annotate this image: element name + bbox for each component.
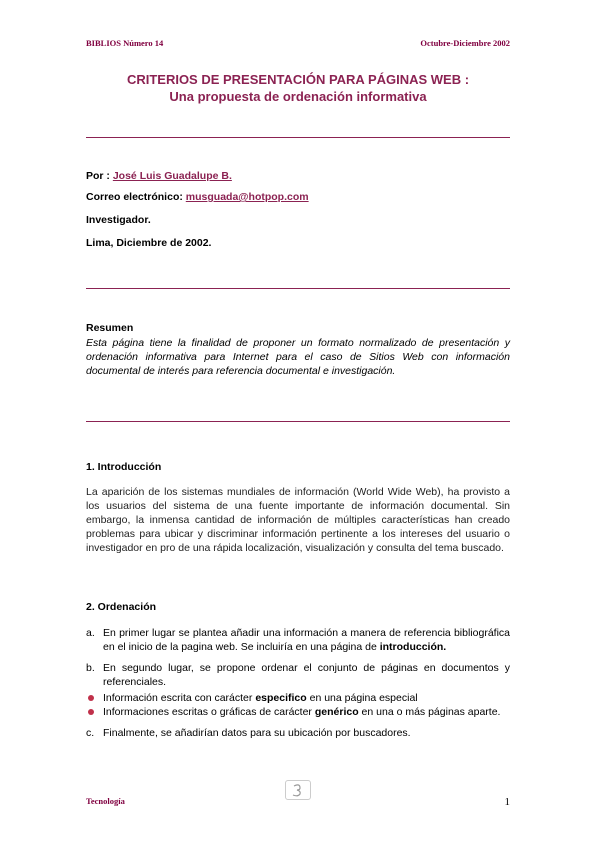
item-marker: b.: [86, 662, 95, 674]
bullet-icon: [88, 709, 94, 715]
email-link[interactable]: musguada@hotpop.com: [185, 191, 309, 203]
abstract-heading: Resumen: [86, 322, 134, 334]
ordenacion-list: [86, 626, 510, 747]
intro-text: La aparición de los sistemas mundiales de información (World Wide Web), ha provisto a los usuarios del sistema de una fuente importante de información documental. Sin embargo, la inmensa cantidad de información de múltiples características han creado problemas para ubicar y discriminar información pertinente a los intereses del usuario o investigador en pro de una rápida localización, visualización y consulta del tema buscado.: [86, 486, 510, 554]
item-a-bold: introducción.: [379, 641, 447, 653]
intro-section: [86, 461, 510, 555]
bullet-icon: [88, 695, 94, 701]
issue-date: Octubre-Diciembre 2002: [420, 38, 510, 48]
page-header: [86, 38, 510, 50]
page-footer: [86, 796, 510, 816]
item-b-text: En segundo lugar, se propone ordenar el conjunto de páginas en documentos y referenciales.: [103, 662, 510, 688]
document-title: [86, 71, 510, 105]
title-line-2: Una propuesta de ordenación informativa: [169, 89, 427, 104]
item-c-text: Finalmente, se añadirían datos para su ubicación por buscadores.: [103, 727, 411, 739]
footer-section: Tecnología: [86, 796, 125, 806]
ordenacion-heading: 2. Ordenación: [86, 601, 157, 613]
item-marker: a.: [86, 627, 95, 639]
email-line: [86, 191, 510, 203]
place-date: Lima, Diciembre de 2002.: [86, 237, 212, 249]
journal-issue: BIBLIOS Número 14: [86, 38, 164, 48]
divider: [86, 137, 510, 138]
author-name-link[interactable]: José Luis Guadalupe B.: [112, 170, 232, 182]
abstract-text: Esta página tiene la finalidad de proponer un formato normalizado de presentación y ordenación informativa para Internet para el caso de Sitios Web con información documental de interés para referencia documental e investigación.: [86, 337, 510, 377]
item-a-text: En primer lugar se plantea añadir una información a manera de referencia bibliográfica en el inicio de la pagina web. Se incluiría en una página de: [103, 627, 510, 653]
list-item-c: [86, 726, 510, 740]
author-line: [86, 170, 510, 182]
abstract-section: [86, 322, 510, 378]
page-number: 1: [504, 796, 510, 808]
list-item-b: [86, 661, 510, 689]
list-item-a: [86, 626, 510, 654]
bullet-item-generico: Informaciones escritas o gráficas de carácter genérico en una o más páginas aparte.: [86, 705, 510, 719]
divider: [86, 288, 510, 289]
title-line-1: CRITERIOS DE PRESENTACIÓN PARA PÁGINAS WEB :: [126, 72, 470, 87]
author-role: Investigador.: [86, 214, 151, 226]
item-marker: c.: [86, 727, 95, 739]
email-label: Correo electrónico:: [86, 191, 183, 203]
divider: [86, 421, 510, 422]
by-label: Por :: [86, 170, 110, 182]
bullet-item-especifico: Información escrita con carácter especifico en una página especial: [86, 691, 510, 705]
intro-heading: 1. Introducción: [86, 461, 162, 473]
